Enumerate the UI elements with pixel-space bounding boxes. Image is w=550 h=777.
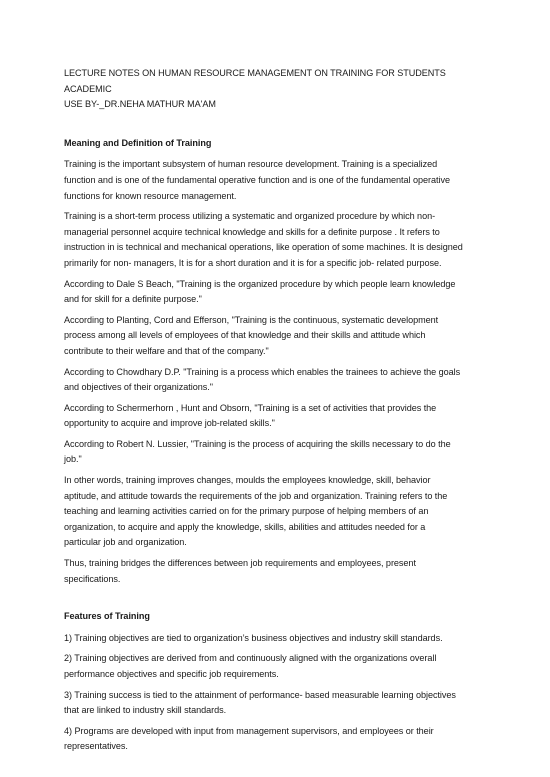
text-line: specifications.	[64, 573, 121, 584]
paragraph	[64, 277, 494, 308]
section-body	[64, 157, 494, 587]
text-line: managerial personnel acquire technical knowledge and skills for a definite purpose . It refers to	[64, 226, 440, 237]
text-line: performance objectives and specific job requirements.	[64, 669, 279, 679]
paragraph	[64, 724, 494, 755]
text-line: job."	[64, 454, 82, 465]
paragraph	[64, 631, 494, 647]
text-line: contribute to their welfare and that of the company."	[64, 345, 269, 356]
text-line: According to Schermerhorn , Hunt and Obsorn, "Training is a set of activities that provides the	[64, 402, 437, 413]
text-line: particular job and organization.	[64, 537, 187, 548]
text-line: 1) Training objectives are tied to organization’s business objectives and industry skill standards.	[64, 632, 443, 643]
text-line: Training is a short-term process utilizing a systematic and organized procedure by which non-	[64, 211, 436, 222]
text-line: function and is one of the fundamental operative function and is one of the fundamental operative	[64, 174, 450, 185]
text-line: opportunity to acquire and improve job-related skills."	[64, 418, 275, 429]
text-line: According to Dale S Beach, "Training is the organized procedure by which people learn knowledge	[64, 278, 456, 289]
text-line: and objectives of their organizations."	[64, 382, 213, 393]
paragraph	[64, 401, 494, 432]
paragraph	[64, 365, 494, 396]
section-body	[64, 631, 494, 755]
paragraph	[64, 473, 494, 551]
text-line: In other words, training improves changes, moulds the employees knowledge, skill, behavior	[64, 475, 431, 486]
paragraph	[64, 556, 494, 587]
header-line: LECTURE NOTES ON HUMAN RESOURCE MANAGEMENT ON TRAINING FOR STUDENTS ACADEMIC	[64, 68, 446, 94]
text-line: aptitude, and attitude towards the requirements of the job and organization. Training refers to the	[64, 490, 448, 501]
paragraph	[64, 313, 494, 360]
text-line: process among all levels of employees of that knowledge and their skills and attitude which	[64, 330, 426, 341]
text-line: According to Planting, Cord and Efferson, "Training is the continuous, systematic development	[64, 314, 439, 325]
text-line: Training is the important subsystem of human resource development. Training is a specialized	[64, 159, 438, 170]
text-line: representatives.	[64, 741, 128, 752]
text-line: instruction in is technical and mechanical operations, like operation of some machines. It is designed	[64, 242, 463, 253]
text-line: functions for known resource management.	[64, 190, 237, 201]
text-line: teaching and learning activities carried on for the primary purpose of helping members of an	[64, 506, 429, 517]
section-meaning-definition	[64, 136, 494, 587]
document-header	[64, 66, 494, 113]
text-line: organization, to acquire and apply the knowledge, skills, abilities and attitudes needed for a	[64, 521, 426, 532]
paragraph	[64, 437, 494, 468]
text-line: 3) Training success is tied to the attainment of performance- based measurable learning objectives	[64, 689, 456, 700]
header-line: USE BY-_DR.NEHA MATHUR MA'AM	[64, 99, 216, 110]
text-line: According to Robert N. Lussier, "Training is the process of acquiring the skills necessary to do the	[64, 438, 451, 449]
paragraph	[64, 157, 494, 204]
text-line: 2) Training objectives are derived from and continuously aligned with the organizations overall	[64, 653, 437, 664]
text-line: and for skill for a definite purpose."	[64, 294, 202, 305]
section-heading: Features of Training	[64, 611, 150, 622]
text-line: According to Chowdhary D.P. "Training is a process which enables the trainees to achieve the goals	[64, 366, 461, 377]
text-line: that are linked to industry skill standards.	[64, 705, 227, 716]
paragraph	[64, 688, 494, 719]
section-features	[64, 609, 494, 755]
text-line: 4) Programs are developed with input from management supervisors, and employees or their	[64, 725, 434, 736]
text-line: primarily for non- managers, It is for a short duration and it is for a specific job- related purpose.	[64, 257, 442, 268]
text-line: Thus, training bridges the differences between job requirements and employees, present	[64, 558, 416, 569]
paragraph	[64, 209, 494, 271]
section-heading: Meaning and Definition of Training	[64, 137, 212, 148]
paragraph	[64, 651, 494, 682]
